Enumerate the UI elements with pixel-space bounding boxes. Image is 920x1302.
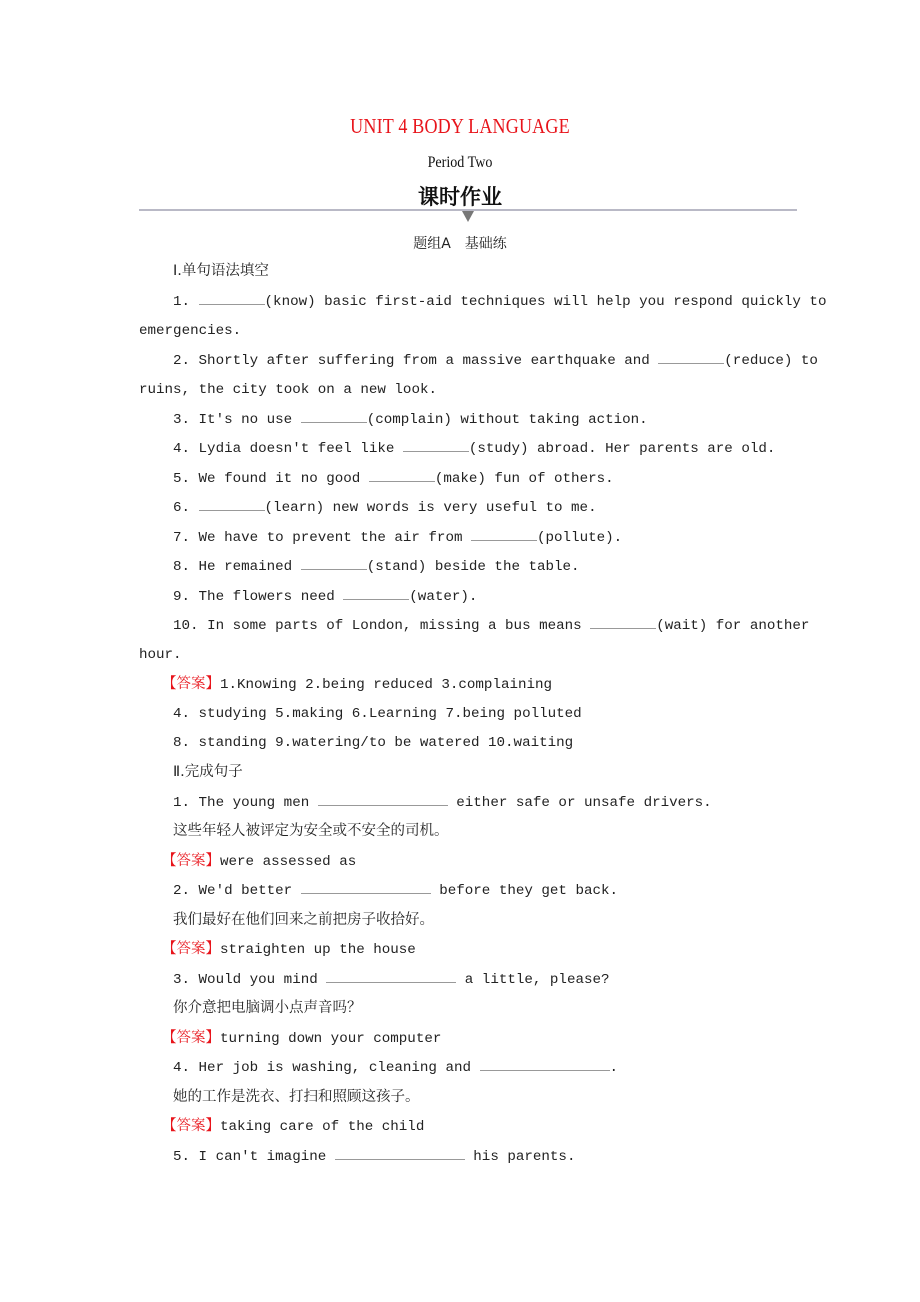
triangle-marker-icon bbox=[462, 211, 474, 222]
answer-blank bbox=[343, 586, 409, 600]
question-3: 3. It's no use (complain) without taking action. bbox=[139, 409, 833, 430]
answer-blank bbox=[199, 497, 265, 511]
homework-heading: 课时作业 bbox=[418, 185, 502, 209]
answer-blank bbox=[301, 556, 367, 570]
answer-blank bbox=[480, 1057, 610, 1071]
question-10-cont: hour. bbox=[139, 647, 182, 663]
answer-blank bbox=[658, 350, 724, 364]
section1-answer-line-2: 4. studying 5.making 6.Learning 7.being polluted bbox=[173, 706, 582, 722]
unit-title: UNIT 4 BODY LANGUAGE bbox=[350, 114, 570, 138]
question-1: 1. (know) basic first-aid techniques will help you respond quickly to bbox=[139, 291, 833, 312]
sentence-4: 4. Her job is washing, cleaning and . bbox=[139, 1057, 833, 1078]
question-4: 4. Lydia doesn't feel like (study) abroad. Her parents are old. bbox=[139, 438, 833, 459]
question-5: 5. We found it no good (make) fun of others. bbox=[139, 468, 833, 489]
answer-tag: 【答案】 bbox=[162, 1030, 220, 1046]
sentence-4-translation: 她的工作是洗衣、打扫和照顾这孩子。 bbox=[173, 1089, 420, 1105]
question-2: 2. Shortly after suffering from a massive earthquake and (reduce) to bbox=[139, 350, 833, 371]
answer-blank bbox=[301, 409, 367, 423]
section2-title: Ⅱ.完成句子 bbox=[173, 764, 243, 780]
answer-tag: 【答案】 bbox=[162, 676, 220, 692]
question-2-cont: ruins, the city took on a new look. bbox=[139, 382, 437, 398]
section1-answer-line-1: 【答案】1.Knowing 2.being reduced 3.complaining bbox=[162, 676, 553, 693]
answer-tag: 【答案】 bbox=[162, 1118, 220, 1134]
sentence-2-translation: 我们最好在他们回来之前把房子收拾好。 bbox=[173, 912, 434, 928]
answer-tag: 【答案】 bbox=[162, 853, 220, 869]
question-1-cont: emergencies. bbox=[139, 323, 242, 339]
question-8: 8. He remained (stand) beside the table. bbox=[139, 556, 833, 577]
sentence-4-answer: 【答案】taking care of the child bbox=[162, 1118, 425, 1135]
sentence-2-answer: 【答案】straighten up the house bbox=[162, 941, 416, 958]
question-7: 7. We have to prevent the air from (pollute). bbox=[139, 527, 833, 548]
sentence-3-translation: 你介意把电脑调小点声音吗？ bbox=[173, 1000, 362, 1016]
answer-blank bbox=[199, 291, 265, 305]
group-title: 题组A 基础练 bbox=[413, 236, 507, 252]
sentence-1: 1. The young men either safe or unsafe drivers. bbox=[139, 792, 833, 813]
answer-blank bbox=[403, 438, 469, 452]
question-10: 10. In some parts of London, missing a bus means (wait) for another bbox=[139, 615, 833, 636]
sentence-3: 3. Would you mind a little, please? bbox=[139, 969, 833, 990]
answer-blank bbox=[590, 615, 656, 629]
answer-blank bbox=[318, 792, 448, 806]
answer-blank bbox=[301, 880, 431, 894]
answer-blank bbox=[369, 468, 435, 482]
question-9: 9. The flowers need (water). bbox=[139, 586, 833, 607]
sentence-5: 5. I can't imagine his parents. bbox=[139, 1146, 833, 1167]
answer-blank bbox=[471, 527, 537, 541]
answer-tag: 【答案】 bbox=[162, 941, 220, 957]
answer-blank bbox=[326, 969, 456, 983]
sentence-1-answer: 【答案】were assessed as bbox=[162, 853, 357, 870]
answer-blank bbox=[335, 1146, 465, 1160]
sentence-3-answer: 【答案】turning down your computer bbox=[162, 1030, 442, 1047]
period-subtitle: Period Two bbox=[427, 154, 493, 171]
section1-title: Ⅰ.单句语法填空 bbox=[173, 263, 269, 279]
sentence-1-translation: 这些年轻人被评定为安全或不安全的司机。 bbox=[173, 823, 449, 839]
question-6: 6. (learn) new words is very useful to me. bbox=[139, 497, 833, 518]
sentence-2: 2. We'd better before they get back. bbox=[139, 880, 833, 901]
section1-answer-line-3: 8. standing 9.watering/to be watered 10.waiting bbox=[173, 735, 574, 751]
